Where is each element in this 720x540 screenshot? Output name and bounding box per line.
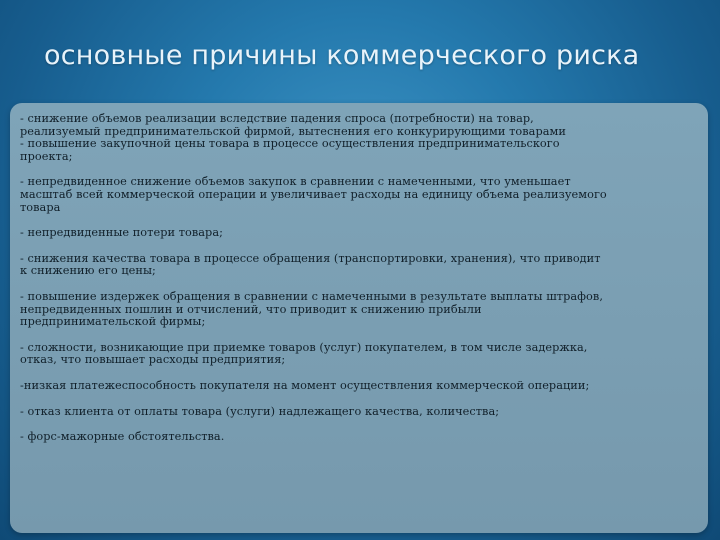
item-line: реализуемый предпринимательской фирмой, вытеснения его конкурирующими товарами	[20, 124, 566, 138]
item-line: - отказ клиента от оплаты товара (услуги) надлежащего качества, количества;	[20, 404, 500, 418]
item-line: - снижения качества товара в процессе обращения (транспортировки, хранения), что приводит	[20, 251, 601, 265]
list-item	[20, 176, 698, 214]
item-line: -низкая платежеспособность покупателя на момент осуществления коммерческой операции;	[20, 378, 590, 392]
item-line: - непредвиденные потери товара;	[20, 226, 223, 240]
list-item	[20, 406, 698, 419]
item-line: к снижению его цены;	[20, 264, 156, 278]
item-line: - форс-мажорные обстоятельства.	[20, 430, 225, 444]
item-line: масштаб всей коммерческой операции и увеличивает расходы на единицу объема реализуемого	[20, 187, 607, 201]
list-item	[20, 291, 698, 329]
list-item	[20, 253, 698, 278]
list-item	[20, 227, 698, 240]
item-line: - непредвиденное снижение объемов закупок в сравнении с намеченными, что уменьшает	[20, 175, 571, 189]
item-line: предпринимательской фирмы;	[20, 315, 206, 329]
item-line: товара	[20, 200, 61, 214]
list-item	[20, 342, 698, 367]
item-line: - снижение объемов реализации вследствие падения спроса (потребности) на товар,	[20, 112, 534, 125]
slide-title: основные причины коммерческого риска	[44, 40, 640, 71]
list-item	[20, 113, 698, 163]
item-line: непредвиденных пошлин и отчислений, что приводит к снижению прибыли	[20, 302, 482, 316]
list-item	[20, 431, 698, 444]
item-line: - сложности, возникающие при приемке товаров (услуг) покупателем, в том числе задержка,	[20, 340, 588, 354]
list-item	[20, 380, 698, 393]
item-line: отказ, что повышает расходы предприятия;	[20, 353, 286, 367]
item-line: проекта;	[20, 149, 73, 163]
item-line: - повышение закупочной цены товара в процессе осуществления предпринимательского	[20, 137, 560, 151]
content-box	[10, 103, 708, 533]
item-line: - повышение издержек обращения в сравнении с намеченными в результате выплаты штрафов,	[20, 289, 603, 303]
